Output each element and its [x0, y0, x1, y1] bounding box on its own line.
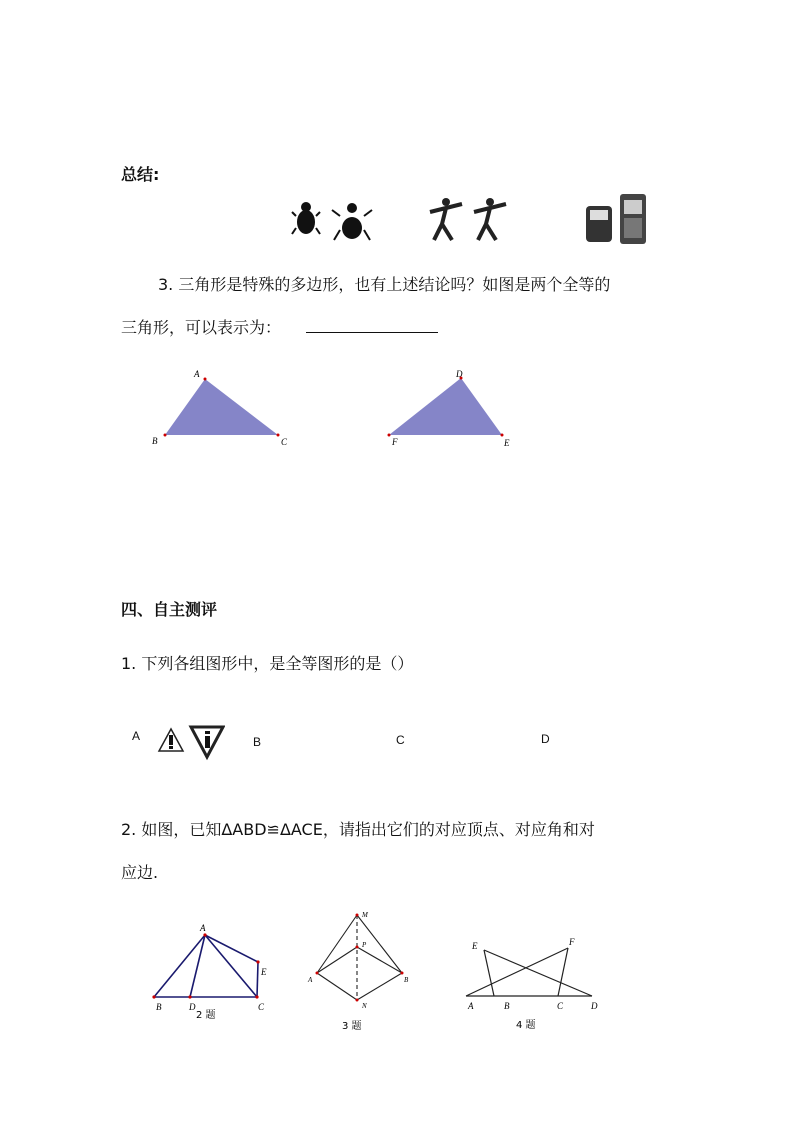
option-d-label: D [541, 732, 550, 746]
vertex-label-e: E [504, 438, 510, 448]
clipart-row [290, 190, 660, 250]
section-title: 四、自主测评 [121, 600, 218, 619]
fig2-caption: 2 题 [196, 1010, 216, 1021]
q3-line2: 三角形，可以表示为： [121, 318, 282, 337]
fig2-label-d: D [189, 1002, 196, 1012]
fig2-label-b: B [156, 1002, 162, 1012]
vertex-label-a: A [194, 369, 200, 379]
phone-icon [586, 206, 612, 242]
fig3-label-a: A [308, 976, 313, 984]
vertex-label-c: C [281, 437, 288, 447]
summary-heading: 总结: [121, 165, 160, 184]
fig4-label-e: E [472, 941, 478, 951]
dancer-icon [474, 198, 506, 240]
fig4-label-b: B [504, 1001, 510, 1011]
item2-line1: 2. 如图，已知ΔABD≌ΔACE，请指出它们的对应顶点、对应角和对 [121, 820, 595, 839]
fig3-label-n: N [362, 1002, 367, 1010]
fig3-caption: 3 题 [342, 1021, 362, 1032]
dancer-icon [430, 198, 462, 240]
fig2-label-a: A [200, 923, 206, 933]
bug-icon [292, 202, 320, 234]
triangle-dfe [389, 378, 502, 435]
item2-line2: 应边. [121, 863, 159, 882]
option-c-label: C [396, 733, 405, 747]
fig3-label-m: M [362, 911, 368, 919]
figure-4 [460, 930, 610, 1030]
option-a-label: A [132, 729, 141, 743]
option-b-label: B [253, 735, 262, 749]
fig4-label-c: C [557, 1001, 564, 1011]
vertex-label-f: F [392, 437, 398, 447]
option-a-figures [155, 723, 225, 761]
fig3-label-p: P [362, 941, 367, 949]
fig2-label-e: E [261, 967, 267, 977]
fig2-label-c: C [258, 1002, 265, 1012]
figure-2 [140, 920, 290, 1030]
fig4-caption: 4 题 [516, 1020, 536, 1030]
q3-line1: 3. 三角形是特殊的多边形，也有上述结论吗？如图是两个全等的 [158, 275, 611, 294]
ant-icon [332, 203, 372, 240]
phone-icon [620, 194, 646, 244]
fig4-label-d: D [591, 1001, 598, 1011]
fig4-label-a: A [468, 1001, 474, 1011]
answer-blank [306, 332, 438, 333]
congruent-triangles-figure [140, 364, 530, 454]
vertex-label-d: D [456, 369, 463, 379]
triangle-abc [165, 379, 278, 435]
item1-question: 1. 下列各组图形中，是全等图形的是（） [121, 654, 414, 673]
fig4-label-f: F [569, 937, 575, 947]
figure-3 [300, 905, 420, 1035]
fig3-label-b: B [404, 976, 409, 984]
vertex-label-b: B [152, 436, 158, 446]
